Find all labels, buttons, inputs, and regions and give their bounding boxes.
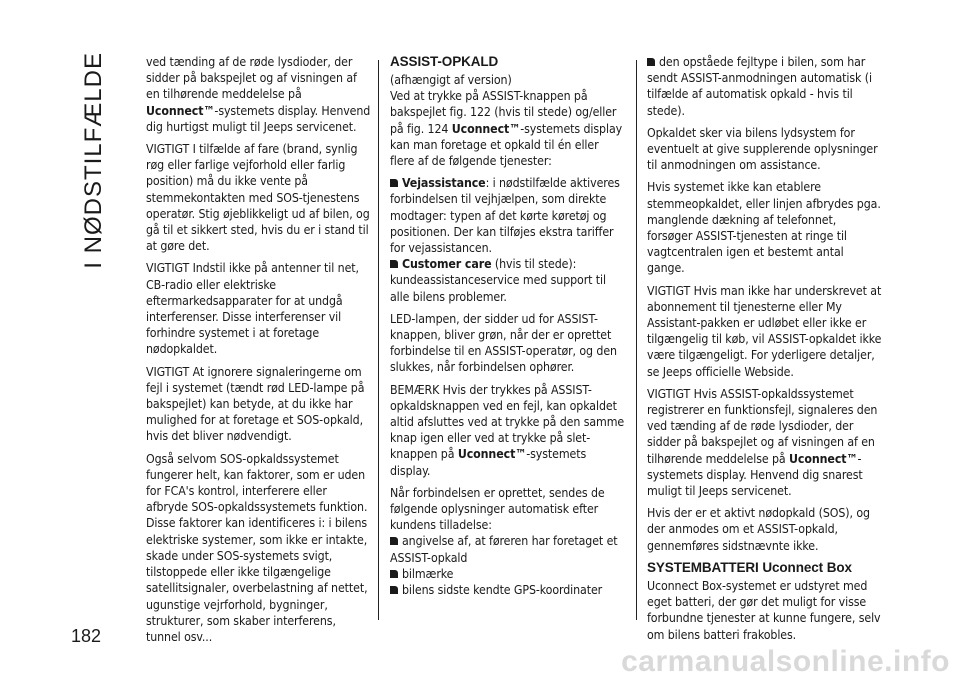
paragraph: VIGTIGT At ignorere signaleringerne om fejl i systemet (tændt rød LED-lampe på bakspejlet) kan betyde, at du ikke har mulighed for at foretage et SOS-opkald, hvis det bliver nødvendigt. bbox=[146, 364, 365, 444]
bullet-item: Customer care (hvis til stede): kundeassistanceservice med support til alle bilens problemer. bbox=[390, 257, 606, 304]
site-watermark: carmanualsonline.info bbox=[621, 645, 950, 678]
section-heading: ASSIST-OPKALD bbox=[390, 54, 499, 69]
paragraph: VIGTIGT Hvis ASSIST-opkaldssystemet registrerer en funktionsfejl, signaleres den ved tænding af de røde lysdioder, der sidder på bakspejlet og af visningen af en tilhørende meddelelse på Uconnect™-systemets display. Henvend dig snarest muligt til Jeeps servicenet. bbox=[647, 386, 878, 499]
column-2 bbox=[390, 54, 625, 598]
paragraph: Ved at trykke på ASSIST-knappen på bakspejlet fig. 122 (hvis til stede) og/eller på fig. 124 Uconnect™-systemets display kan man foretage et opkald til én eller flere af de følgende tjenester: bbox=[390, 89, 623, 169]
bullet-item: bilens sidste kendte GPS-koordinater bbox=[390, 582, 625, 598]
paragraph: ved tænding af de røde lysdioder, der sidder på bakspejlet og af visningen af en tilhørende meddelelse på Uconnect™-systemets display. Henvend dig hurtigst muligt til Jeeps servicenet. bbox=[146, 55, 371, 134]
column-divider bbox=[378, 60, 379, 620]
column-divider bbox=[636, 60, 637, 620]
section-heading: SYSTEMBATTERI Uconnect Box bbox=[647, 559, 852, 575]
bullet-item: Vejassistance: i nødstilfælde aktiveres forbindelsen til vejhjælpen, som direkte modtager: typen af det kørte køretøj og positionen. Der kan tilføjes ekstra tariffer for vejassistancen. bbox=[390, 176, 620, 256]
paragraph: VIGTIGT Indstil ikke på antenner til net, CB-radio eller elektriske eftermarkedsapparater for at undgå interferenser. Disse interferenser vil forhindre systemet i at foretage nødopkaldet. bbox=[146, 261, 359, 357]
paragraph: VIGTIGT Hvis man ikke har underskrevet at abonnement til tjenesterne eller My Assistant-pakken er udløbet eller ikke er tilgængelig til køb, vil ASSIST-opkaldet ikke være tilgængeligt. For yderligere detaljer, se Jeeps officielle Webside. bbox=[647, 283, 882, 379]
paragraph: Opkaldet sker via bilens lydsystem for eventuelt at give supplerende oplysninger til anmodningen om assistance. bbox=[647, 125, 878, 173]
bullet-item: angivelse af, at føreren har foretaget et ASSIST-opkald bbox=[390, 534, 618, 565]
paragraph: Når forbindelsen er oprettet, sendes de følgende oplysninger automatisk efter kundens tilladelse: bbox=[390, 485, 605, 533]
paragraph: Også selvom SOS-opkaldssystemet fungerer helt, kan faktorer, som er uden for FCA's kontrol, interferere eller afbryde SOS-opkaldssystemets funktion. Disse faktorer kan identificeres i: i bilens elektriske systemer, som ikke er intakte, skade under SOS-systemets svigt, tilstoppede eller ikke tilgængelige satellitsignaler, overbelastning af nettet, ugunstige vejrforhold, bygninger, strukturer, som skaber interferens, tunnel osv... bbox=[146, 451, 368, 644]
section-subheading: (afhængigt af version) bbox=[390, 73, 512, 87]
bullet-icon bbox=[390, 586, 398, 594]
paragraph: Hvis der er et aktivt nødopkald (SOS), og der anmodes om et ASSIST-opkald, gennemføres sidstnævnte ikke. bbox=[647, 506, 870, 553]
page-number: 182 bbox=[71, 626, 102, 646]
bullet-icon bbox=[647, 58, 655, 66]
bullet-item: bilmærke bbox=[390, 566, 625, 582]
bullet-icon bbox=[390, 570, 398, 578]
column-1 bbox=[146, 54, 371, 651]
paragraph: Uconnect Box-systemet er udstyret med eget batteri, der gør det muligt for visse forbundne tjenester at kunne fungere, selv om bilens batteri frakobles. bbox=[647, 578, 881, 642]
chapter-title: I NØDSTILFÆLDE bbox=[80, 52, 107, 269]
bullet-item: den opståede fejltype i bilen, som har sendt ASSIST-anmodningen automatisk (i tilfælde af automatisk opkald - hvis til stede). bbox=[647, 55, 872, 118]
bullet-icon bbox=[390, 260, 398, 268]
paragraph: Hvis systemet ikke kan etablere stemmeopkaldet, eller linjen afbrydes pga. manglende dækning af telefonnet, forsøger ASSIST-tjenesten at ringe til vagtcentralen igen et bestemt antal gange. bbox=[647, 180, 881, 276]
paragraph: LED-lampen, der sidder ud for ASSIST-knappen, bliver grøn, når der er oprettet forbindelse til en ASSIST-operatør, og den slukkes, når forbindelsen ophører. bbox=[390, 311, 617, 375]
column-3 bbox=[647, 54, 882, 649]
paragraph: VIGTIGT I tilfælde af fare (brand, synlig røg eller farlige vejforhold eller farlig position) må du ikke vente på stemmekontakten med SOS-tjenestens operatør. Stig øjeblikkeligt ud af bilen, og gå til et sikkert sted, hvis du er i stand til at gøre det. bbox=[146, 142, 370, 254]
bullet-icon bbox=[390, 537, 398, 545]
bullet-icon bbox=[390, 179, 398, 187]
paragraph: BEMÆRK Hvis der trykkes på ASSIST-opkaldsknappen ved en fejl, kan opkaldet altid afsluttes ved at trykke på den samme knap igen eller ved at trykke på slet-knappen på Uconnect™-systemets display. bbox=[390, 382, 625, 478]
